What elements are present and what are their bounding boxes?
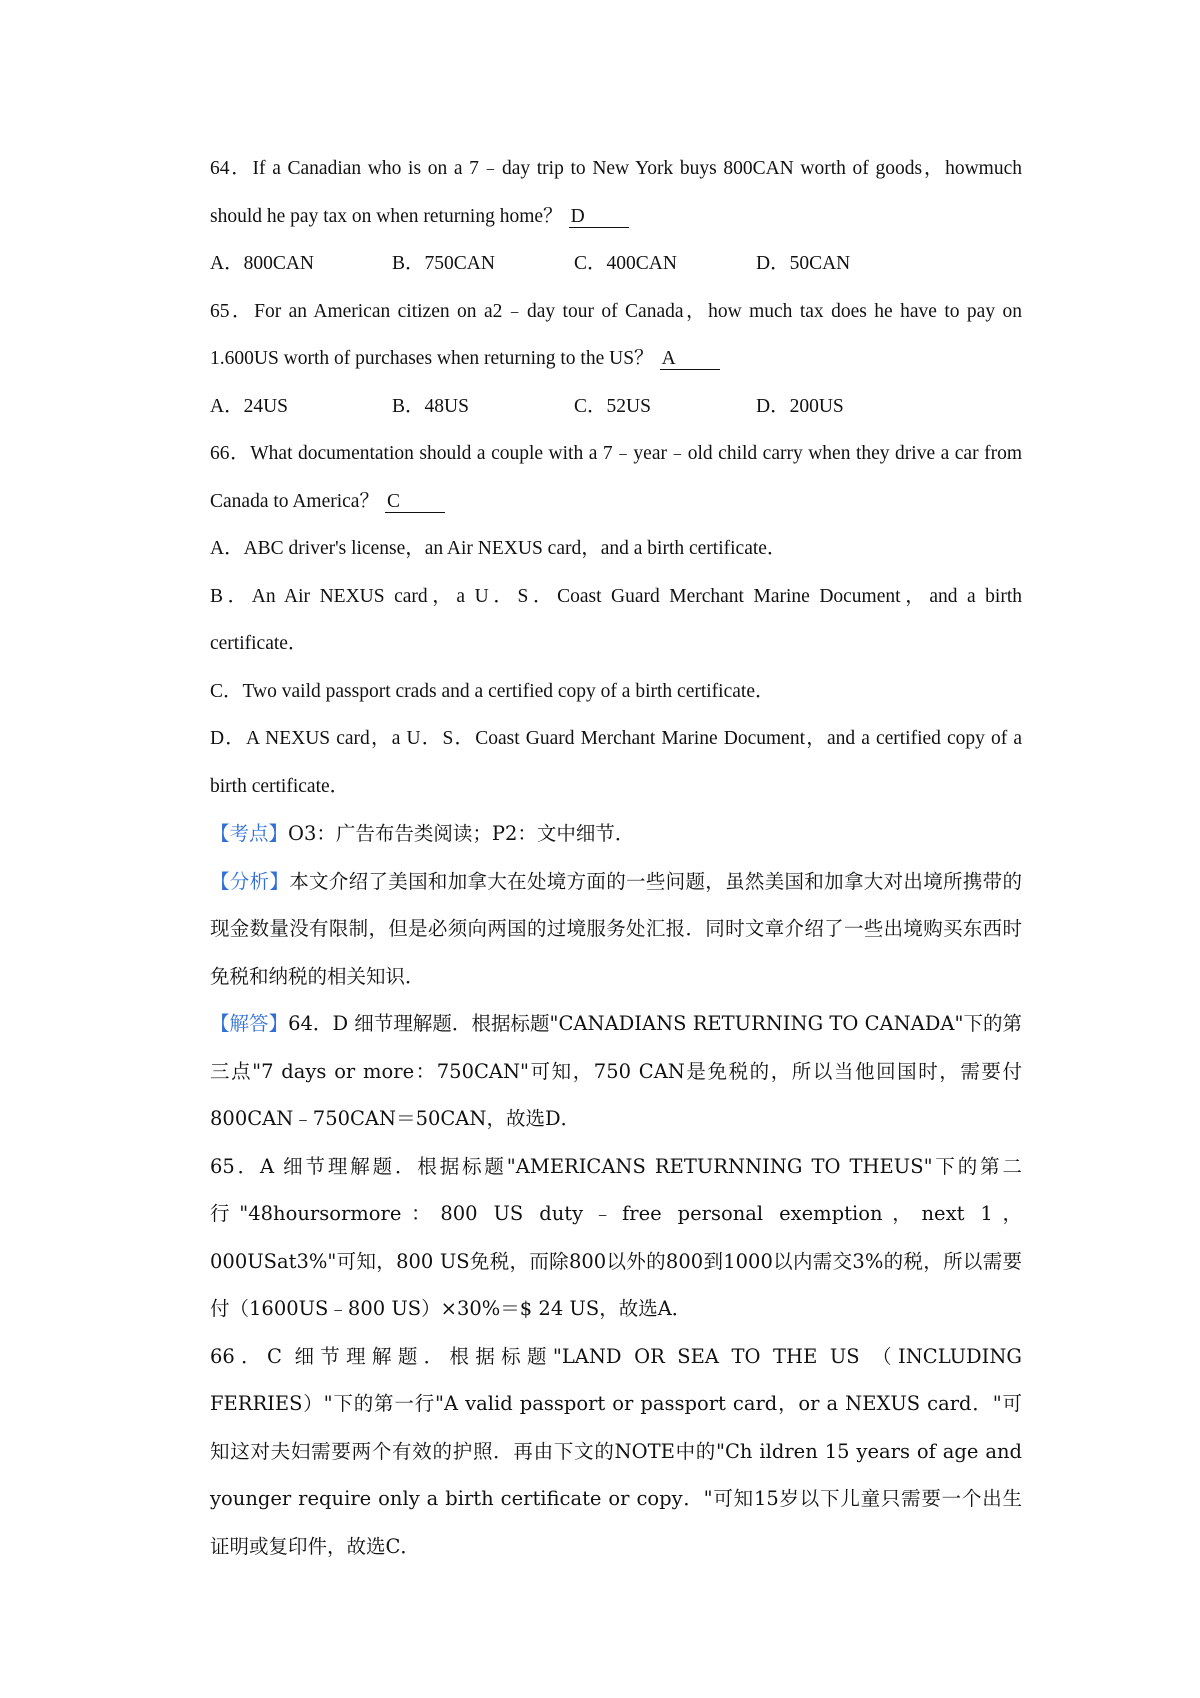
- jieda-65: 65．A 细节理解题．根据标题"AMERICANS RETURNNING TO THEUS"下的第二行"48hoursormore：800 US duty﹣free personal exemption，next 1，000USat3%"可知，800 US免税，而除800以外的800到1000以内需交3%的税，所以需要付（1600US﹣800 US）×30%＝$ 24 US，故选A．: [210, 1154, 1022, 1320]
- option-64-b: B．750CAN: [392, 253, 495, 274]
- question-65-stem: 65．For an American citizen on a2﹣day tour of Canada，how much tax does he have to pay on 1.600US worth of purchases when returning to the US？ A: [210, 300, 1022, 369]
- answer-blank-64: D: [569, 206, 629, 228]
- option-65-a: A．24US: [210, 395, 289, 417]
- question-64-options: [210, 240, 1022, 288]
- option-65-b: B．48US: [392, 395, 469, 417]
- question-65-options: [210, 383, 1022, 431]
- answer-blank-65: A: [660, 348, 720, 370]
- jieda-64: 64．D 细节理解题．根据标题"CANADIANS RETURNING TO CANADA"下的第三点"7 days or more：750CAN"可知，750 CAN是免税的，所以当他回国时，需要付800CAN﹣750CAN＝50CAN，故选D．: [210, 1012, 1022, 1130]
- option-64-a: A．800CAN: [210, 253, 315, 274]
- question-66-stem: 66．What documentation should a couple with a 7﹣year﹣old child carry when they drive a car from Canada to America？ C: [210, 443, 1022, 512]
- kaodian-text: O3：广告布告类阅读；P2：文中细节．: [288, 822, 635, 845]
- fenxi-section: [210, 858, 1022, 1001]
- option-66-a: A．ABC driver's license，an Air NEXUS card，and a birth certificate．: [210, 538, 787, 559]
- option-66-d: D．A NEXUS card，a U．S．Coast Guard Merchant Marine Document，and a certified copy of a birth certificate．: [210, 728, 1022, 797]
- document-page: [210, 145, 1022, 1570]
- option-65-d: D．200US: [756, 395, 844, 417]
- option-65-c: C．52US: [574, 395, 651, 417]
- fenxi-tag: 【分析】: [210, 869, 290, 893]
- jieda-66: 66．C 细节理解题．根据标题"LAND OR SEA TO THE US （INCLUDING FERRIES）"下的第一行"A valid passport or passport card，or a NEXUS card．"可知这对夫妇需要两个有效的护照．再由下文的NOTE中的"Ch ildren 15 years of age and younger require only a birth certificate or copy．"可知15岁以下儿童只需要一个出生证明或复印件，故选C．: [210, 1344, 1022, 1558]
- option-66-b: B．An Air NEXUS card，a U．S．Coast Guard Merchant Marine Document，and a birth certificate．: [210, 585, 1022, 654]
- jieda-section: [210, 1000, 1022, 1143]
- option-64-c: C．400CAN: [574, 253, 677, 274]
- option-64-d: D．50CAN: [756, 253, 851, 274]
- fenxi-text: 本文介绍了美国和加拿大在处境方面的一些问题，虽然美国和加拿大对出境所携带的现金数量没有限制，但是必须向两国的过境服务处汇报．同时文章介绍了一些出境购买东西时免税和纳税的相关知识．: [210, 869, 1022, 988]
- answer-blank-66: C: [385, 491, 445, 513]
- kaodian-section: [210, 810, 1022, 858]
- jieda-tag: 【解答】: [210, 1012, 289, 1035]
- option-66-c: C．Two vaild passport crads and a certified copy of a birth certificate．: [210, 680, 775, 702]
- kaodian-tag: 【考点】: [210, 822, 289, 845]
- question-64-stem: 64．If a Canadian who is on a 7﹣day trip to New York buys 800CAN worth of goods，howmuch should he pay tax on when returning home？ D: [210, 158, 1022, 227]
